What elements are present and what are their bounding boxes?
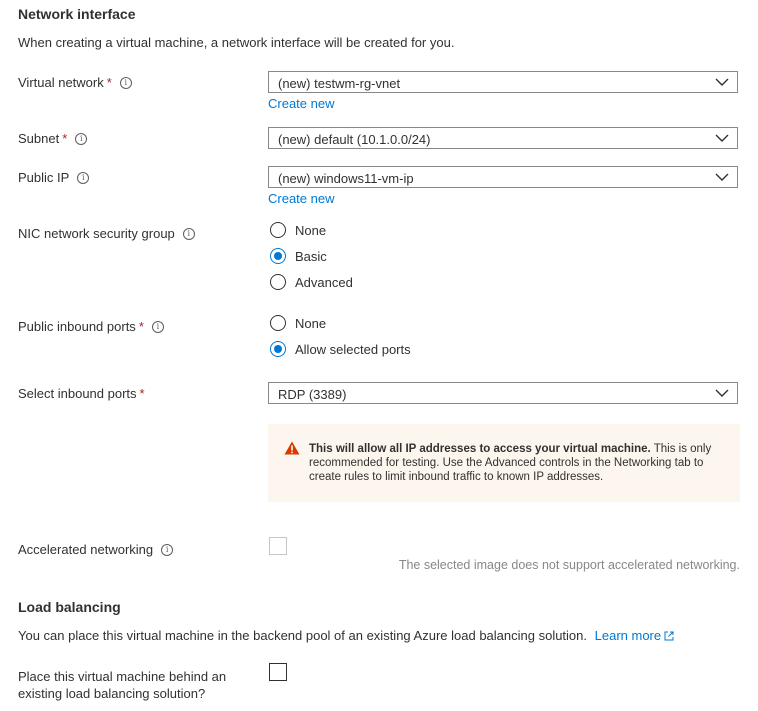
radio-button[interactable] (270, 222, 286, 238)
public-ip-create-new-link[interactable]: Create new (268, 191, 335, 206)
subnet-dropdown[interactable]: (new) default (10.1.0.0/24) (268, 127, 738, 149)
load-balancing-description: You can place this virtual machine in the backend pool of an existing Azure load balancing solution. Learn more (18, 628, 674, 643)
learn-more-link[interactable]: Learn more (595, 628, 674, 643)
subnet-label: Subnet * i (18, 131, 87, 146)
select-inbound-ports-label: Select inbound ports * (18, 386, 145, 401)
warning-message-box (268, 424, 740, 502)
virtual-network-dropdown[interactable]: (new) testwm-rg-vnet (268, 71, 738, 93)
inbound-ports-option-none[interactable]: None (270, 315, 326, 331)
chevron-down-icon (715, 388, 729, 398)
warning-text: This will allow all IP addresses to access your virtual machine. This is only recommended for testing. Use the Advanced controls in the Networking tab to create rules to limit inbound traffic to known IP addresses. (309, 443, 712, 483)
section-title-load-balancing: Load balancing (18, 599, 121, 615)
radio-button-checked[interactable] (270, 248, 286, 264)
virtual-network-label: Virtual network * i (18, 75, 132, 90)
nsg-option-advanced[interactable]: Advanced (270, 274, 353, 290)
info-icon[interactable]: i (183, 228, 195, 240)
public-ip-dropdown[interactable]: (new) windows11-vm-ip (268, 166, 738, 188)
place-behind-lb-label: Place this virtual machine behind an existing load balancing solution? (18, 669, 227, 701)
network-description: When creating a virtual machine, a network interface will be created for you. (18, 35, 455, 50)
warning-icon (284, 441, 300, 455)
accelerated-networking-checkbox (269, 537, 287, 555)
chevron-down-icon (715, 133, 729, 143)
radio-button[interactable] (270, 315, 286, 331)
inbound-ports-option-allow-selected[interactable]: Allow selected ports (270, 341, 411, 357)
nsg-option-none[interactable]: None (270, 222, 326, 238)
info-icon[interactable]: i (120, 77, 132, 89)
required-asterisk: * (138, 319, 144, 334)
nsg-option-basic[interactable]: Basic (270, 248, 327, 264)
required-asterisk: * (139, 386, 145, 401)
radio-button[interactable] (270, 274, 286, 290)
place-behind-lb-checkbox[interactable] (269, 663, 287, 681)
required-asterisk: * (106, 75, 112, 90)
virtual-network-create-new-link[interactable]: Create new (268, 96, 335, 111)
public-ip-label: Public IP i (18, 170, 89, 185)
info-icon[interactable]: i (152, 321, 164, 333)
section-title-network-interface: Network interface (18, 6, 136, 22)
chevron-down-icon (715, 172, 729, 182)
radio-button-checked[interactable] (270, 341, 286, 357)
accelerated-networking-note: The selected image does not support accelerated networking. (398, 558, 740, 572)
info-icon[interactable]: i (77, 172, 89, 184)
nsg-label: NIC network security group i (18, 226, 195, 241)
required-asterisk: * (62, 131, 68, 146)
info-icon[interactable]: i (75, 133, 87, 145)
select-inbound-ports-dropdown[interactable]: RDP (3389) (268, 382, 738, 404)
accelerated-networking-label: Accelerated networking i (18, 542, 173, 557)
info-icon[interactable]: i (161, 544, 173, 556)
external-link-icon (664, 631, 674, 641)
chevron-down-icon (715, 77, 729, 87)
public-inbound-ports-label: Public inbound ports * i (18, 319, 164, 334)
